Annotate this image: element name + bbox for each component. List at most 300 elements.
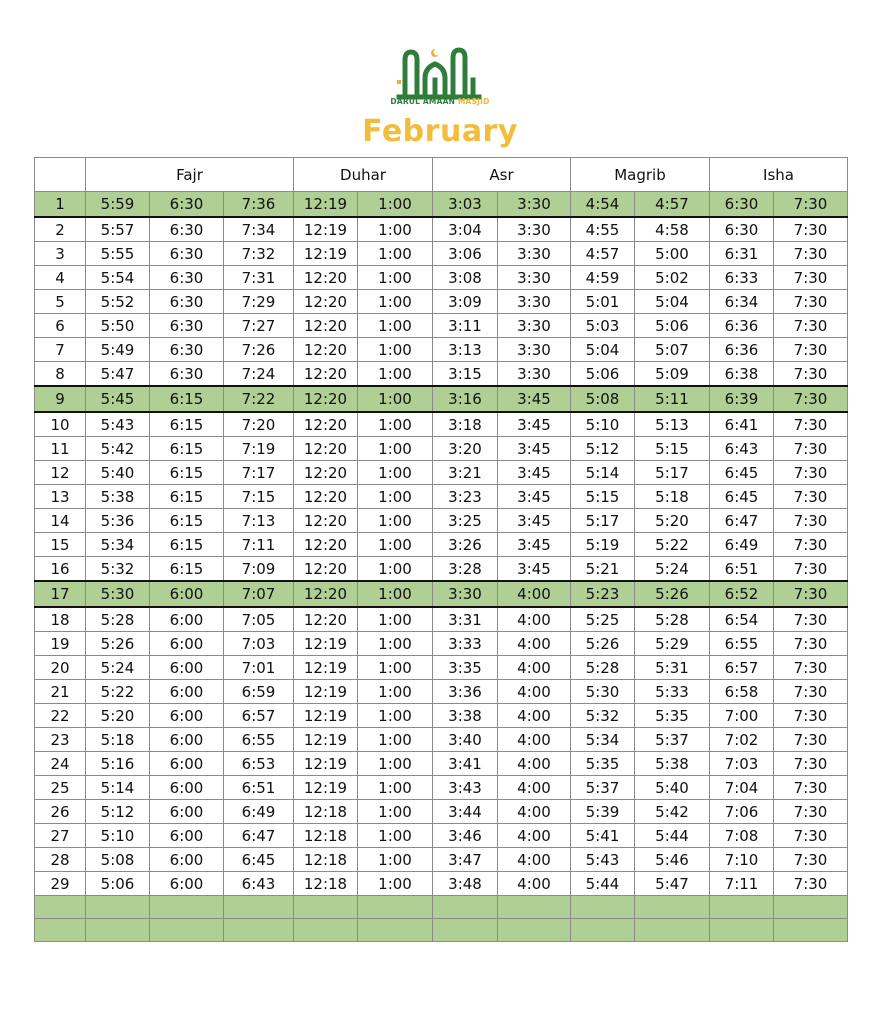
table-row xyxy=(35,848,848,872)
time-cell: 7:30 xyxy=(774,607,848,632)
time-cell: 4:00 xyxy=(498,872,571,896)
time-cell: 1:00 xyxy=(358,632,433,656)
time-cell: 6:30 xyxy=(710,192,774,218)
time-cell: 7:09 xyxy=(224,557,294,582)
time-cell: 6:30 xyxy=(150,217,224,242)
time-cell: 6:00 xyxy=(150,581,224,607)
time-cell: 7:11 xyxy=(710,872,774,896)
time-cell: 5:46 xyxy=(635,848,710,872)
day-cell: 16 xyxy=(35,557,86,582)
time-cell: 7:30 xyxy=(774,656,848,680)
time-cell: 4:00 xyxy=(498,728,571,752)
time-cell: 1:00 xyxy=(358,386,433,412)
time-cell: 5:44 xyxy=(635,824,710,848)
time-cell: 5:50 xyxy=(86,314,150,338)
day-cell: 2 xyxy=(35,217,86,242)
time-cell: 6:33 xyxy=(710,266,774,290)
time-cell: 6:45 xyxy=(224,848,294,872)
table-row xyxy=(35,824,848,848)
time-cell: 5:16 xyxy=(86,752,150,776)
day-cell: 7 xyxy=(35,338,86,362)
time-cell: 5:09 xyxy=(635,362,710,387)
time-cell: 3:28 xyxy=(433,557,498,582)
day-cell: 6 xyxy=(35,314,86,338)
day-cell: 26 xyxy=(35,800,86,824)
time-cell: 3:15 xyxy=(433,362,498,387)
time-cell: 3:30 xyxy=(498,242,571,266)
time-cell: 12:20 xyxy=(294,581,358,607)
time-cell: 5:17 xyxy=(635,461,710,485)
table-row xyxy=(35,242,848,266)
time-cell: 7:30 xyxy=(774,338,848,362)
time-cell: 3:46 xyxy=(433,824,498,848)
time-cell: 6:15 xyxy=(150,533,224,557)
time-cell: 5:42 xyxy=(86,437,150,461)
time-cell: 3:03 xyxy=(433,192,498,218)
time-cell: 7:00 xyxy=(710,704,774,728)
time-cell: 5:24 xyxy=(635,557,710,582)
time-cell xyxy=(294,896,358,919)
time-cell: 6:00 xyxy=(150,680,224,704)
time-cell: 1:00 xyxy=(358,338,433,362)
time-cell: 6:30 xyxy=(150,242,224,266)
time-cell: 6:45 xyxy=(710,485,774,509)
time-cell: 5:52 xyxy=(86,290,150,314)
column-header-asr: Asr xyxy=(433,158,571,192)
time-cell: 12:19 xyxy=(294,656,358,680)
time-cell: 5:54 xyxy=(86,266,150,290)
time-cell xyxy=(86,919,150,942)
time-cell: 7:06 xyxy=(710,800,774,824)
time-cell: 6:00 xyxy=(150,752,224,776)
time-cell: 1:00 xyxy=(358,824,433,848)
time-cell: 12:20 xyxy=(294,290,358,314)
time-cell: 7:10 xyxy=(710,848,774,872)
time-cell: 12:20 xyxy=(294,338,358,362)
day-cell: 8 xyxy=(35,362,86,387)
time-cell: 7:30 xyxy=(774,412,848,437)
highlighted-row xyxy=(35,581,848,607)
time-cell: 1:00 xyxy=(358,314,433,338)
time-cell: 7:30 xyxy=(774,728,848,752)
table-row xyxy=(35,800,848,824)
time-cell: 5:40 xyxy=(86,461,150,485)
time-cell: 7:30 xyxy=(774,266,848,290)
day-cell: 25 xyxy=(35,776,86,800)
time-cell xyxy=(635,919,710,942)
time-cell: 5:47 xyxy=(635,872,710,896)
time-cell xyxy=(433,896,498,919)
time-cell: 5:10 xyxy=(86,824,150,848)
time-cell: 7:30 xyxy=(774,680,848,704)
time-cell: 5:20 xyxy=(635,509,710,533)
time-cell: 7:30 xyxy=(774,217,848,242)
day-cell: 10 xyxy=(35,412,86,437)
time-cell: 6:15 xyxy=(150,557,224,582)
time-cell: 7:15 xyxy=(224,485,294,509)
time-cell: 5:39 xyxy=(571,800,635,824)
time-cell: 6:59 xyxy=(224,680,294,704)
logo-text-masjid: MASJID xyxy=(457,97,490,106)
time-cell: 7:30 xyxy=(774,461,848,485)
empty-row xyxy=(35,896,848,919)
time-cell: 6:51 xyxy=(224,776,294,800)
table-row xyxy=(35,776,848,800)
table-row xyxy=(35,412,848,437)
time-cell: 3:45 xyxy=(498,485,571,509)
time-cell: 1:00 xyxy=(358,412,433,437)
table-row xyxy=(35,338,848,362)
time-cell: 6:47 xyxy=(710,509,774,533)
empty-row xyxy=(35,919,848,942)
time-cell: 5:04 xyxy=(571,338,635,362)
table-row xyxy=(35,266,848,290)
day-cell: 23 xyxy=(35,728,86,752)
time-cell: 7:22 xyxy=(224,386,294,412)
time-cell: 5:12 xyxy=(86,800,150,824)
time-cell: 4:00 xyxy=(498,752,571,776)
time-cell: 3:23 xyxy=(433,485,498,509)
time-cell: 7:30 xyxy=(774,242,848,266)
time-cell: 3:30 xyxy=(498,217,571,242)
time-cell: 5:25 xyxy=(571,607,635,632)
time-cell: 3:21 xyxy=(433,461,498,485)
time-cell: 12:20 xyxy=(294,509,358,533)
time-cell: 3:18 xyxy=(433,412,498,437)
day-cell: 20 xyxy=(35,656,86,680)
time-cell: 3:48 xyxy=(433,872,498,896)
time-cell: 7:02 xyxy=(710,728,774,752)
time-cell: 6:30 xyxy=(150,192,224,218)
time-cell: 5:59 xyxy=(86,192,150,218)
time-cell: 7:07 xyxy=(224,581,294,607)
time-cell: 5:07 xyxy=(635,338,710,362)
time-cell: 1:00 xyxy=(358,728,433,752)
day-cell: 18 xyxy=(35,607,86,632)
time-cell: 5:41 xyxy=(571,824,635,848)
time-cell: 12:18 xyxy=(294,872,358,896)
time-cell: 6:55 xyxy=(224,728,294,752)
time-cell: 1:00 xyxy=(358,557,433,582)
time-cell xyxy=(358,896,433,919)
time-cell: 6:30 xyxy=(150,266,224,290)
day-cell: 29 xyxy=(35,872,86,896)
time-cell: 5:12 xyxy=(571,437,635,461)
time-cell: 3:11 xyxy=(433,314,498,338)
table-row xyxy=(35,607,848,632)
time-cell: 6:00 xyxy=(150,632,224,656)
time-cell: 6:41 xyxy=(710,412,774,437)
time-cell: 6:38 xyxy=(710,362,774,387)
time-cell: 7:24 xyxy=(224,362,294,387)
time-cell xyxy=(358,919,433,942)
time-cell: 5:04 xyxy=(635,290,710,314)
time-cell: 12:20 xyxy=(294,412,358,437)
time-cell: 6:36 xyxy=(710,314,774,338)
time-cell: 1:00 xyxy=(358,872,433,896)
time-cell: 4:00 xyxy=(498,776,571,800)
time-cell: 6:00 xyxy=(150,607,224,632)
table-row xyxy=(35,680,848,704)
time-cell: 3:06 xyxy=(433,242,498,266)
time-cell: 5:26 xyxy=(86,632,150,656)
time-cell: 6:00 xyxy=(150,848,224,872)
time-cell: 7:30 xyxy=(774,581,848,607)
time-cell: 12:20 xyxy=(294,485,358,509)
time-cell: 5:17 xyxy=(571,509,635,533)
column-header-isha: Isha xyxy=(710,158,848,192)
time-cell: 3:36 xyxy=(433,680,498,704)
time-cell: 5:11 xyxy=(635,386,710,412)
day-cell: 28 xyxy=(35,848,86,872)
time-cell: 7:34 xyxy=(224,217,294,242)
time-cell: 6:51 xyxy=(710,557,774,582)
header-row xyxy=(35,158,848,192)
day-cell: 24 xyxy=(35,752,86,776)
column-header-magrib: Magrib xyxy=(571,158,710,192)
time-cell: 3:45 xyxy=(498,461,571,485)
time-cell: 7:29 xyxy=(224,290,294,314)
time-cell: 1:00 xyxy=(358,362,433,387)
time-cell: 6:00 xyxy=(150,824,224,848)
time-cell: 6:30 xyxy=(150,290,224,314)
time-cell: 5:08 xyxy=(571,386,635,412)
time-cell: 5:08 xyxy=(86,848,150,872)
time-cell: 1:00 xyxy=(358,461,433,485)
time-cell: 5:55 xyxy=(86,242,150,266)
time-cell: 5:31 xyxy=(635,656,710,680)
time-cell: 3:45 xyxy=(498,437,571,461)
time-cell: 7:17 xyxy=(224,461,294,485)
time-cell: 7:36 xyxy=(224,192,294,218)
time-cell: 3:31 xyxy=(433,607,498,632)
time-cell: 5:35 xyxy=(635,704,710,728)
time-cell: 5:18 xyxy=(86,728,150,752)
time-cell: 4:57 xyxy=(635,192,710,218)
time-cell: 1:00 xyxy=(358,533,433,557)
time-cell: 7:30 xyxy=(774,848,848,872)
time-cell: 6:00 xyxy=(150,800,224,824)
time-cell: 1:00 xyxy=(358,848,433,872)
time-cell: 12:19 xyxy=(294,752,358,776)
time-cell: 6:15 xyxy=(150,437,224,461)
time-cell: 3:45 xyxy=(498,533,571,557)
time-cell: 3:35 xyxy=(433,656,498,680)
time-cell: 6:54 xyxy=(710,607,774,632)
day-cell: 3 xyxy=(35,242,86,266)
table-row xyxy=(35,557,848,582)
time-cell: 7:04 xyxy=(710,776,774,800)
time-cell: 5:30 xyxy=(86,581,150,607)
table-row xyxy=(35,728,848,752)
time-cell: 6:30 xyxy=(150,314,224,338)
time-cell: 12:20 xyxy=(294,314,358,338)
time-cell: 5:32 xyxy=(86,557,150,582)
time-cell: 3:20 xyxy=(433,437,498,461)
time-cell: 6:52 xyxy=(710,581,774,607)
time-cell: 4:55 xyxy=(571,217,635,242)
time-cell: 12:20 xyxy=(294,557,358,582)
day-cell: 12 xyxy=(35,461,86,485)
time-cell: 5:14 xyxy=(571,461,635,485)
time-cell: 6:00 xyxy=(150,872,224,896)
day-cell: 11 xyxy=(35,437,86,461)
time-cell: 5:06 xyxy=(571,362,635,387)
time-cell: 5:24 xyxy=(86,656,150,680)
time-cell: 5:20 xyxy=(86,704,150,728)
time-cell: 5:26 xyxy=(635,581,710,607)
time-cell xyxy=(224,896,294,919)
time-cell: 3:45 xyxy=(498,509,571,533)
time-cell: 6:30 xyxy=(710,217,774,242)
time-cell: 7:30 xyxy=(774,290,848,314)
time-cell: 5:44 xyxy=(571,872,635,896)
time-cell: 6:53 xyxy=(224,752,294,776)
time-cell: 1:00 xyxy=(358,581,433,607)
time-cell: 12:19 xyxy=(294,632,358,656)
time-cell: 3:45 xyxy=(498,412,571,437)
time-cell: 5:45 xyxy=(86,386,150,412)
table-row xyxy=(35,656,848,680)
time-cell: 3:43 xyxy=(433,776,498,800)
time-cell: 7:03 xyxy=(710,752,774,776)
column-header-duhar: Duhar xyxy=(294,158,433,192)
time-cell: 4:00 xyxy=(498,607,571,632)
time-cell: 4:58 xyxy=(635,217,710,242)
day-cell xyxy=(35,896,86,919)
time-cell: 7:26 xyxy=(224,338,294,362)
time-cell: 6:43 xyxy=(224,872,294,896)
time-cell: 1:00 xyxy=(358,266,433,290)
time-cell: 1:00 xyxy=(358,192,433,218)
time-cell xyxy=(571,896,635,919)
time-cell: 4:00 xyxy=(498,680,571,704)
time-cell xyxy=(86,896,150,919)
time-cell: 5:18 xyxy=(635,485,710,509)
logo-text-darul-amaan: DARUL AMAAN xyxy=(390,97,456,106)
time-cell xyxy=(571,919,635,942)
time-cell: 3:45 xyxy=(498,386,571,412)
time-cell: 6:31 xyxy=(710,242,774,266)
time-cell: 1:00 xyxy=(358,290,433,314)
day-cell: 5 xyxy=(35,290,86,314)
time-cell: 1:00 xyxy=(358,752,433,776)
time-cell: 6:49 xyxy=(710,533,774,557)
time-cell: 4:54 xyxy=(571,192,635,218)
time-cell: 6:34 xyxy=(710,290,774,314)
time-cell: 3:45 xyxy=(498,557,571,582)
time-cell: 7:30 xyxy=(774,800,848,824)
table-row xyxy=(35,533,848,557)
time-cell: 6:55 xyxy=(710,632,774,656)
time-cell: 12:19 xyxy=(294,704,358,728)
time-cell: 7:20 xyxy=(224,412,294,437)
time-cell: 7:30 xyxy=(774,557,848,582)
time-cell: 5:10 xyxy=(571,412,635,437)
day-cell: 27 xyxy=(35,824,86,848)
time-cell: 6:15 xyxy=(150,509,224,533)
time-cell: 6:00 xyxy=(150,656,224,680)
time-cell: 5:43 xyxy=(86,412,150,437)
day-cell: 14 xyxy=(35,509,86,533)
time-cell: 1:00 xyxy=(358,656,433,680)
time-cell: 4:00 xyxy=(498,848,571,872)
table-row xyxy=(35,632,848,656)
time-cell: 1:00 xyxy=(358,704,433,728)
time-cell: 7:32 xyxy=(224,242,294,266)
time-cell: 5:02 xyxy=(635,266,710,290)
table-row xyxy=(35,437,848,461)
time-cell: 6:00 xyxy=(150,776,224,800)
time-cell: 7:30 xyxy=(774,509,848,533)
time-cell: 5:34 xyxy=(86,533,150,557)
time-cell: 7:30 xyxy=(774,533,848,557)
time-cell: 4:57 xyxy=(571,242,635,266)
time-cell: 5:06 xyxy=(635,314,710,338)
time-cell: 7:30 xyxy=(774,314,848,338)
time-cell: 3:09 xyxy=(433,290,498,314)
time-cell: 5:28 xyxy=(571,656,635,680)
time-cell: 5:15 xyxy=(635,437,710,461)
time-cell: 3:30 xyxy=(498,314,571,338)
time-cell: 12:20 xyxy=(294,386,358,412)
time-cell: 7:05 xyxy=(224,607,294,632)
time-cell: 5:47 xyxy=(86,362,150,387)
time-cell: 3:30 xyxy=(498,362,571,387)
time-cell: 1:00 xyxy=(358,680,433,704)
prayer-times-table xyxy=(34,157,848,942)
time-cell: 12:19 xyxy=(294,728,358,752)
time-cell: 3:30 xyxy=(498,290,571,314)
highlighted-row xyxy=(35,386,848,412)
time-cell: 5:35 xyxy=(571,752,635,776)
time-cell xyxy=(433,919,498,942)
time-cell xyxy=(150,896,224,919)
time-cell: 5:42 xyxy=(635,800,710,824)
page-title: February xyxy=(362,114,518,149)
time-cell: 6:57 xyxy=(224,704,294,728)
time-cell: 4:00 xyxy=(498,824,571,848)
time-cell: 1:00 xyxy=(358,800,433,824)
time-cell: 5:01 xyxy=(571,290,635,314)
day-cell: 21 xyxy=(35,680,86,704)
time-cell: 5:49 xyxy=(86,338,150,362)
time-cell: 12:18 xyxy=(294,848,358,872)
time-cell: 4:00 xyxy=(498,800,571,824)
table-row xyxy=(35,290,848,314)
time-cell: 7:30 xyxy=(774,437,848,461)
time-cell: 7:30 xyxy=(774,776,848,800)
time-cell: 3:44 xyxy=(433,800,498,824)
time-cell: 12:20 xyxy=(294,266,358,290)
time-cell: 5:19 xyxy=(571,533,635,557)
time-cell: 5:57 xyxy=(86,217,150,242)
time-cell: 5:26 xyxy=(571,632,635,656)
time-cell: 5:14 xyxy=(86,776,150,800)
time-cell: 1:00 xyxy=(358,509,433,533)
column-header-day xyxy=(35,158,86,192)
time-cell: 6:00 xyxy=(150,704,224,728)
time-cell: 3:30 xyxy=(498,192,571,218)
time-cell: 5:37 xyxy=(571,776,635,800)
time-cell: 12:20 xyxy=(294,362,358,387)
table-row xyxy=(35,704,848,728)
time-cell: 5:36 xyxy=(86,509,150,533)
time-cell: 12:19 xyxy=(294,776,358,800)
time-cell: 5:43 xyxy=(571,848,635,872)
time-cell: 7:01 xyxy=(224,656,294,680)
day-cell: 15 xyxy=(35,533,86,557)
